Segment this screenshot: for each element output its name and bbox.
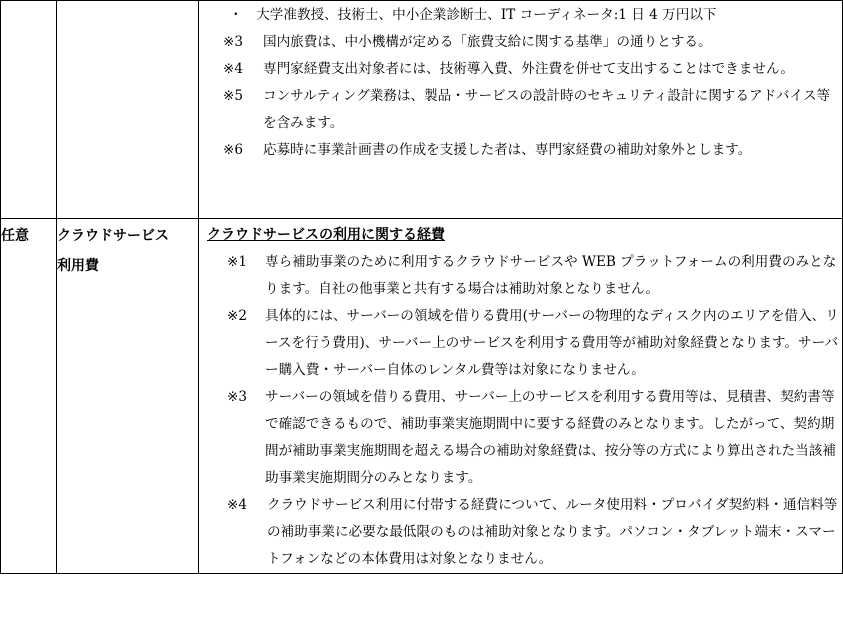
note-text: 具体的には、サーバーの領域を借りる費用(サーバーの物理的なディスク内のエリアを借入、リースを行う費用)、サーバー上のサービスを利用する費用等が補助対象経費となります。サーバー購入費・サーバー自体のレンタル費等は対象になりません。 (265, 308, 839, 378)
note-mark: ※6 (223, 142, 244, 158)
section-heading: クラウドサービスの利用に関する経費 (207, 227, 445, 243)
item-name-line: クラウドサービス (57, 228, 169, 244)
content-cell (199, 219, 843, 574)
note-mark: ※4 (223, 61, 244, 77)
note-mark: ※3 (223, 34, 244, 50)
note-text: 国内旅費は、中小機構が定める「旅費支給に関する基準」の通りとする。 (263, 34, 712, 50)
note-item (199, 492, 842, 573)
content-cell (199, 1, 843, 219)
note-item (199, 384, 842, 492)
item-cell (57, 219, 199, 574)
table-row (1, 1, 843, 219)
note-text: 専門家経費支出対象者には、技術導入費、外注費を併せて支出することはできません。 (263, 61, 794, 77)
note-text: 応募時に事業計画書の作成を支援した者は、専門家経費の補助対象外とします。 (263, 142, 752, 158)
note-item (199, 83, 842, 137)
note-item (199, 137, 842, 164)
note-mark: ※2 (227, 308, 248, 324)
note-item (199, 249, 842, 303)
note-mark: ※4 (227, 497, 248, 513)
table-row (1, 219, 843, 574)
category-cell (1, 1, 57, 219)
note-mark: ※3 (227, 389, 248, 405)
note-item (199, 29, 842, 56)
note-item (199, 303, 842, 384)
note-mark: ※5 (223, 88, 244, 104)
note-text: コンサルティング業務は、製品・サービスの設計時のセキュリティ設計に関するアドバイス等を含みます。 (263, 88, 831, 131)
note-text: 専ら補助事業のために利用するクラウドサービスや WEB プラットフォームの利用費のみとなります。自社の他事業と共有する場合は補助対象となりません。 (265, 254, 837, 297)
category-cell: 任意 (1, 219, 57, 574)
item-name-line: 利用費 (57, 258, 99, 274)
item-cell (57, 1, 199, 219)
note-text: サーバーの領域を借りる費用、サーバー上のサービスを利用する費用等は、見積書、契約書等で確認できるもので、補助事業実施期間中に要する経費のみとなります。したがって、契約期間が補助事業実施期間を超える場合の補助対象経費は、按分等の方式により算出された当該補助事業実施期間分のみとなります。 (265, 389, 836, 486)
rate-bullet: ・ 大学准教授、技術士、中小企業診断士、IT コーディネータ:1 日 4 万円以下 (229, 7, 717, 23)
note-text: クラウドサービス利用に付帯する経費について、ルータ使用料・プロバイダ契約料・通信料等の補助事業に必要な最低限のものは補助対象となります。パソコン・タブレット端末・スマートフォンなどの本体費用は対象となりません。 (267, 497, 838, 567)
note-mark: ※1 (227, 254, 248, 270)
note-item (199, 56, 842, 83)
